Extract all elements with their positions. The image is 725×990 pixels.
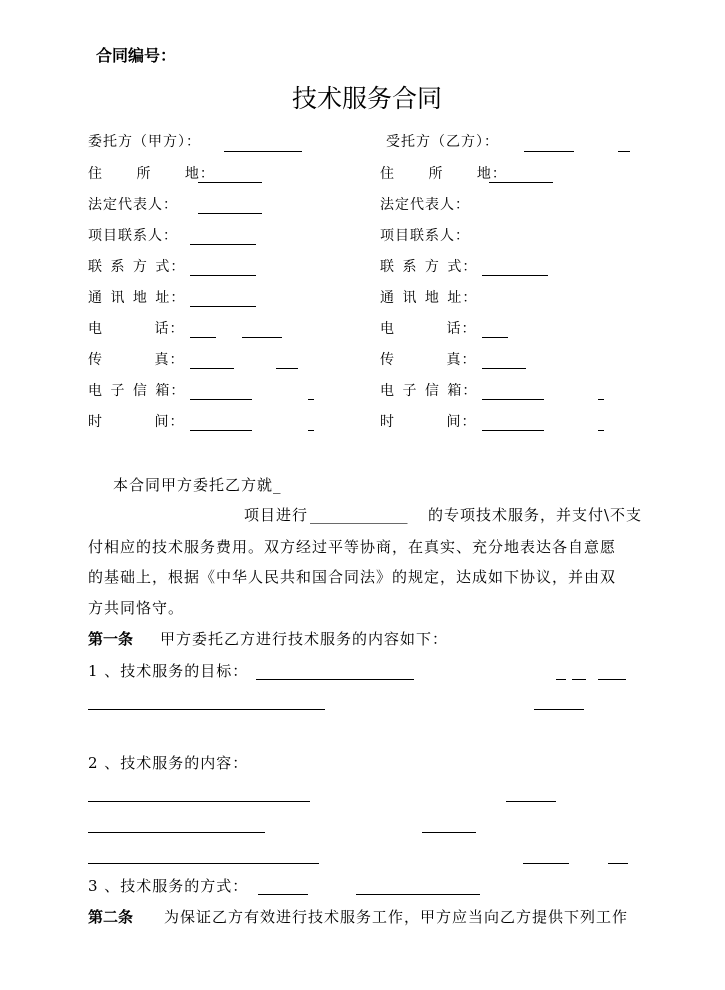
party-b-time-field-2[interactable] xyxy=(598,430,604,431)
party-a-email-label: 电 子 信 箱： xyxy=(88,383,186,399)
party-a-legal-rep-field[interactable] xyxy=(198,213,262,214)
preamble-line-3: 付相应的技术服务费用。双方经过平等协商，在真实、充分地表达各自意愿 xyxy=(88,538,617,556)
party-b-contact-label: 项目联系人： xyxy=(380,228,470,244)
service-content-line-1b[interactable] xyxy=(506,801,556,802)
party-a-mail-address-label: 通 讯 地 址： xyxy=(88,290,186,306)
preamble-project-blank[interactable]: _____________ xyxy=(310,506,408,524)
party-b-name-field[interactable] xyxy=(524,151,574,152)
party-a-time-field[interactable] xyxy=(190,430,252,431)
service-content-line-1[interactable] xyxy=(88,801,310,802)
service-method-field-2[interactable] xyxy=(356,894,480,895)
preamble-line-4: 的基础上，根据《中华人民共和国合同法》的规定，达成如下协议，并由双 xyxy=(88,568,617,586)
contract-number-label: 合同编号： xyxy=(96,46,177,65)
party-a-legal-rep-label: 法定代表人： xyxy=(88,197,178,213)
party-a-contact-label: 项目联系人： xyxy=(88,228,178,244)
party-b-phone-field[interactable] xyxy=(482,337,508,338)
party-b-name-label: 受托方（乙方）： xyxy=(386,134,499,150)
party-b-contact-method-field[interactable] xyxy=(482,275,548,276)
party-b-phone-label: 电 话： xyxy=(380,321,477,337)
article-2-text: 为保证乙方有效进行技术服务工作，甲方应当向乙方提供下列工作 xyxy=(164,908,629,926)
service-goal-line-2[interactable] xyxy=(88,709,325,710)
party-a-name-label: 委托方（甲方）： xyxy=(88,134,201,150)
party-b-email-field-2[interactable] xyxy=(598,399,604,400)
party-a-fax-label: 传 真： xyxy=(88,352,185,368)
party-b-email-label: 电 子 信 箱： xyxy=(380,383,478,399)
party-a-contact-method-label: 联 系 方 式： xyxy=(88,259,186,275)
article-1-item-2: 2 、技术服务的内容： xyxy=(88,754,249,772)
party-b-contact-method-label: 联 系 方 式： xyxy=(380,259,478,275)
preamble-line-5: 方共同恪守。 xyxy=(88,599,185,617)
party-b-time-field[interactable] xyxy=(482,430,544,431)
preamble-line-1: 本合同甲方委托乙方就_ xyxy=(113,476,282,494)
article-1-item-1: 1 、技术服务的目标： xyxy=(88,662,249,680)
service-goal-line-2b[interactable] xyxy=(534,709,584,710)
party-b-mail-address-label: 通 讯 地 址： xyxy=(380,290,478,306)
party-b-legal-rep-label: 法定代表人： xyxy=(380,197,470,213)
party-a-email-field-2[interactable] xyxy=(308,399,314,400)
party-a-fax-field[interactable] xyxy=(190,368,234,369)
article-1-text: 甲方委托乙方进行技术服务的内容如下： xyxy=(160,630,449,648)
service-goal-field-4[interactable] xyxy=(598,679,626,680)
service-goal-field-2[interactable] xyxy=(556,679,566,680)
party-a-contact-method-field[interactable] xyxy=(190,275,256,276)
party-b-email-field[interactable] xyxy=(482,399,544,400)
contract-title: 技术服务合同 xyxy=(292,84,443,113)
party-b-fax-field[interactable] xyxy=(482,368,526,369)
party-a-time-label: 时 间： xyxy=(88,414,185,430)
article-2-heading: 第二条 xyxy=(88,908,134,926)
service-content-line-2[interactable] xyxy=(88,832,265,833)
service-content-line-2b[interactable] xyxy=(422,832,476,833)
party-b-name-field-2[interactable] xyxy=(618,151,630,152)
preamble-line-2b: 的专项技术服务，并支付\不支 xyxy=(428,506,643,524)
preamble-line-2a: 项目进行 xyxy=(244,506,309,524)
party-b-fax-label: 传 真： xyxy=(380,352,477,368)
party-a-name-field[interactable] xyxy=(224,151,302,152)
article-1-item-3: 3 、技术服务的方式： xyxy=(88,877,249,895)
party-a-phone-field-2[interactable] xyxy=(242,337,282,338)
party-a-phone-label: 电 话： xyxy=(88,321,185,337)
party-a-address-label: 住 所 地： xyxy=(88,166,215,182)
party-a-fax-field-2[interactable] xyxy=(276,368,298,369)
party-a-address-field[interactable] xyxy=(198,182,262,183)
service-content-line-3c[interactable] xyxy=(608,863,628,864)
party-a-email-field[interactable] xyxy=(190,399,252,400)
party-a-time-field-2[interactable] xyxy=(308,430,314,431)
party-a-mail-address-field[interactable] xyxy=(190,306,256,307)
party-b-time-label: 时 间： xyxy=(380,414,477,430)
party-b-address-label: 住 所 地： xyxy=(380,166,507,182)
service-goal-field[interactable] xyxy=(256,679,414,680)
service-content-line-3b[interactable] xyxy=(523,863,569,864)
service-method-field[interactable] xyxy=(258,894,308,895)
party-a-contact-field[interactable] xyxy=(190,244,256,245)
article-1-heading: 第一条 xyxy=(88,630,134,648)
service-goal-field-3[interactable] xyxy=(572,679,586,680)
service-content-line-3[interactable] xyxy=(88,863,319,864)
party-a-phone-field[interactable] xyxy=(190,337,216,338)
party-b-address-field[interactable] xyxy=(489,182,553,183)
